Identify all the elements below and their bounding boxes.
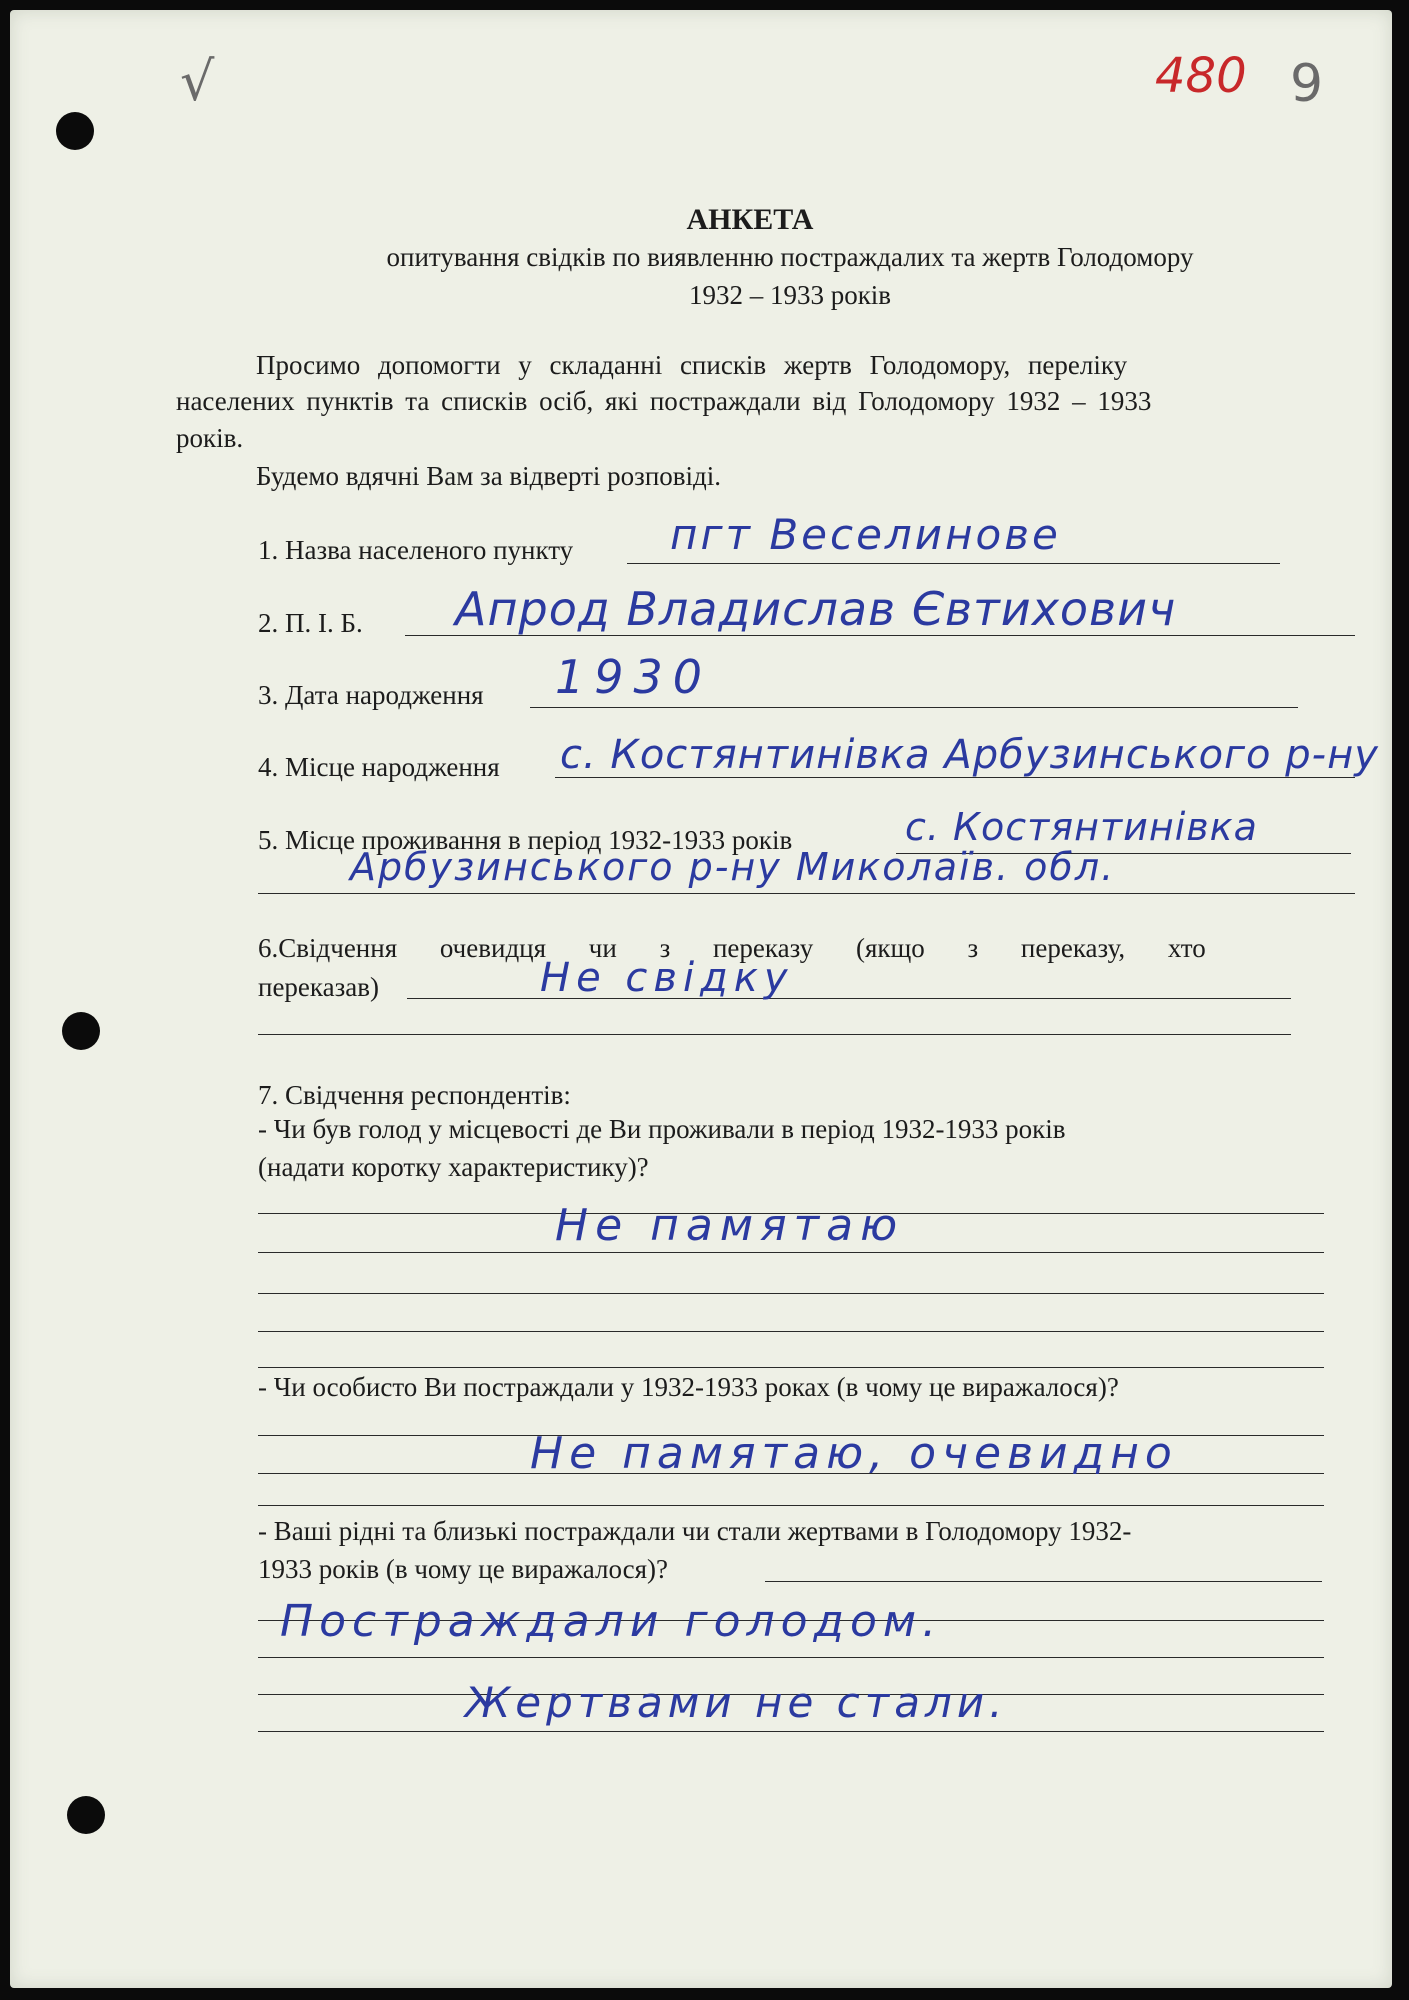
answer-line [258,1367,1324,1368]
answer-line [258,1731,1324,1732]
field-label-testimony: 6.Свідчення очевидця чи з переказу (якщо з переказу, хто [258,933,1206,963]
answer-line [765,1581,1322,1582]
document-page [10,10,1392,1988]
field-label-settlement: 1. Назва населеного пункту [258,535,574,565]
field-label-birth-date: 3. Дата народження [258,680,484,710]
handwritten-answer-residence: Арбузинського р-ну Миколаїв. обл. [350,845,1116,889]
handwritten-answer-birth-date: 1930 [555,650,713,704]
punch-hole [56,112,94,150]
answer-line [258,1331,1324,1332]
question-relatives: 1933 років (в чому це виражалося)? [258,1554,669,1584]
field-label-residence: 5. Місце проживання в період 1932-1933 років [258,825,793,855]
question-personal: - Чи особисто Ви постраждали у 1932-1933 роках (в чому це виражалося)? [258,1372,1119,1402]
handwritten-answer-residence: с. Костянтинівка [905,805,1258,849]
check-mark: √ [180,50,215,113]
form-years: 1932 – 1933 років [688,280,892,310]
punch-hole [67,1796,105,1834]
handwritten-answer-relatives: Постраждали голодом. [280,1596,943,1647]
intro-text: Просимо допомогти у складанні списків жертв Голодомору, переліку [256,350,1128,380]
field-label-name: 2. П. І. Б. [258,608,363,638]
answer-line [258,1505,1324,1506]
handwritten-answer-testimony: Не свідку [540,955,794,1001]
field-label-testimony: переказав) [258,972,379,1002]
answer-line [258,1293,1324,1294]
handwritten-answer-famine: Не памятаю [555,1200,905,1251]
field-label-birth-place: 4. Місце народження [258,752,500,782]
intro-text: років. [176,423,244,453]
handwritten-answer-relatives: Жертвами не стали. [465,1678,1008,1727]
form-subtitle: опитування свідків по виявленню постраждалих та жертв Голодомору [386,242,1194,272]
intro-text: населених пунктів та списків осіб, які постраждали від Голодомору 1932 – 1933 [176,386,1152,416]
answer-line [258,1034,1291,1035]
page-number-stamp: 480 [1155,48,1247,104]
form-title: АНКЕТА [686,203,814,236]
question-famine: (надати коротку характеристику)? [258,1152,649,1182]
handwritten-answer-settlement: пгт Веселинове [670,510,1061,559]
page-number-pencil: 9 [1290,54,1324,114]
answer-line [258,1252,1324,1253]
answer-line [530,707,1298,708]
answer-line [627,563,1280,564]
handwritten-answer-name: Апрод Владислав Євтихович [455,582,1177,636]
question-relatives: - Ваші рідні та близькі постраждали чи стали жертвами в Голодомору 1932- [258,1516,1132,1546]
punch-hole [62,1012,100,1050]
handwritten-answer-birth-place: с. Костянтинівка Арбузинського р-ну [560,732,1379,778]
answer-line [258,893,1355,894]
question-famine: - Чи був голод у місцевості де Ви проживали в період 1932-1933 років [258,1114,1066,1144]
section7-title: 7. Свідчення респондентів: [258,1080,571,1110]
handwritten-answer-personal: Не памятаю, очевидно [530,1428,1178,1479]
intro-thanks: Будемо вдячні Вам за відверті розповіді. [256,461,722,491]
answer-line [258,1657,1324,1658]
